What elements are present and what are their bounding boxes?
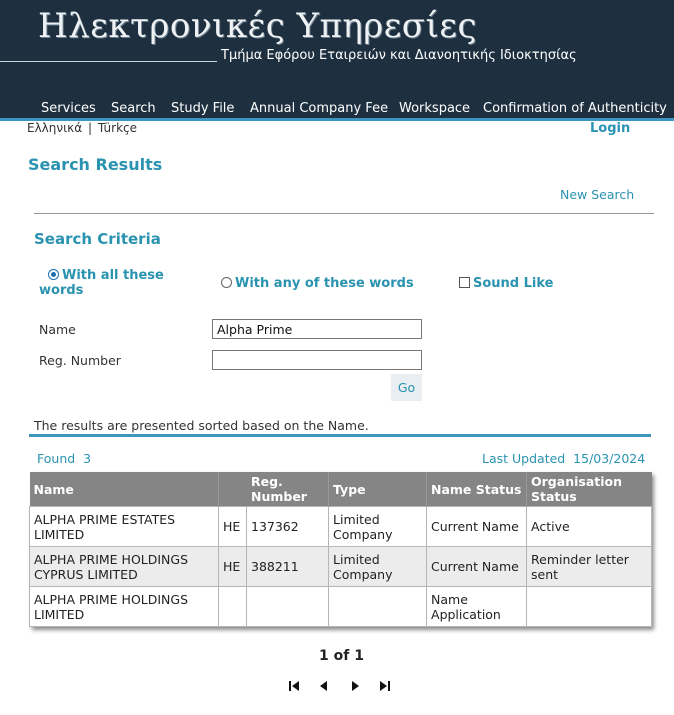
- search-criteria-title: Search Criteria: [34, 230, 161, 248]
- option-all-words[interactable]: [39, 268, 179, 298]
- cell-prefix: HE: [219, 507, 247, 547]
- cell-name[interactable]: ALPHA PRIME ESTATES LIMITED: [30, 507, 219, 547]
- divider: [34, 213, 654, 214]
- reg-number-label: Reg. Number: [39, 353, 121, 368]
- site-title: Ηλεκτρονικές Υπηρεσίες: [38, 6, 478, 46]
- prev-page-icon[interactable]: [316, 678, 332, 694]
- lang-separator: |: [87, 121, 93, 135]
- results-divider: [29, 434, 651, 437]
- nav-search[interactable]: Search: [111, 101, 156, 116]
- table-header-row: [30, 472, 652, 507]
- results-table: [29, 472, 652, 627]
- next-page-icon[interactable]: [347, 678, 363, 694]
- cell-organisation-status: Active: [527, 507, 652, 547]
- found-count: Found 3: [37, 451, 92, 466]
- login-link[interactable]: Login: [590, 121, 631, 136]
- results-table-container: [29, 472, 651, 627]
- cell-organisation-status: Reminder letter sent: [527, 547, 652, 587]
- go-button[interactable]: Go: [391, 374, 422, 401]
- language-switcher: [27, 121, 137, 135]
- cell-prefix: HE: [219, 547, 247, 587]
- cell-type: Limited Company: [329, 507, 427, 547]
- table-row[interactable]: [30, 547, 652, 587]
- site-subtitle: Τμήμα Εφόρου Εταιρειών και Διανοητικής Ιδιοκτησίας: [221, 48, 577, 63]
- option-all-words-label-line1: With all these: [62, 268, 164, 283]
- nav-services[interactable]: Services: [41, 101, 96, 116]
- page-title: Search Results: [28, 155, 163, 174]
- option-sound-like-label: Sound Like: [473, 276, 554, 291]
- cell-name-status: Current Name: [427, 507, 527, 547]
- col-header-name[interactable]: Name: [30, 472, 219, 507]
- cell-organisation-status: [527, 587, 652, 627]
- first-page-icon[interactable]: [286, 678, 302, 694]
- nav-annual-company-fee[interactable]: Annual Company Fee: [250, 101, 389, 116]
- col-header-organisation-status[interactable]: Organisation Status: [527, 472, 652, 507]
- option-sound-like[interactable]: [459, 276, 554, 291]
- nav-workspace[interactable]: Workspace: [399, 101, 471, 116]
- header-divider: [0, 61, 217, 62]
- reg-number-input[interactable]: [212, 350, 422, 370]
- name-label: Name: [39, 322, 76, 337]
- col-header-name-status[interactable]: Name Status: [427, 472, 527, 507]
- table-row[interactable]: [30, 587, 652, 627]
- cell-reg-number: 388211: [247, 547, 329, 587]
- cell-prefix: [219, 587, 247, 627]
- cell-reg-number: 137362: [247, 507, 329, 547]
- cell-name-status: Name Application: [427, 587, 527, 627]
- new-search-link[interactable]: New Search: [560, 187, 635, 202]
- pagination-label: 1 of 1: [319, 648, 364, 664]
- radio-all-words[interactable]: [48, 269, 59, 280]
- cell-reg-number: [247, 587, 329, 627]
- cell-name-status: Current Name: [427, 547, 527, 587]
- cell-type: Limited Company: [329, 547, 427, 587]
- site-header: [0, 0, 674, 118]
- name-input[interactable]: [212, 319, 422, 339]
- nav-confirmation-of-authenticity[interactable]: Confirmation of Authenticity: [483, 101, 667, 116]
- main-nav: [0, 101, 674, 118]
- nav-study-file[interactable]: Study File: [171, 101, 235, 116]
- cell-name[interactable]: ALPHA PRIME HOLDINGS LIMITED: [30, 587, 219, 627]
- lang-greek-link[interactable]: Ελληνικά: [27, 121, 83, 135]
- cell-type: [329, 587, 427, 627]
- lang-turkish-link[interactable]: Türkçe: [97, 121, 137, 135]
- last-updated: Last Updated 15/03/2024: [482, 451, 646, 466]
- col-header-type[interactable]: Type: [329, 472, 427, 507]
- col-header-reg-number[interactable]: Reg. Number: [219, 472, 329, 507]
- option-all-words-label-line2: words: [39, 283, 84, 298]
- option-any-words[interactable]: [221, 276, 414, 291]
- checkbox-sound-like[interactable]: [459, 277, 470, 288]
- table-row[interactable]: [30, 507, 652, 547]
- option-any-words-label: With any of these words: [235, 276, 414, 291]
- cell-name[interactable]: ALPHA PRIME HOLDINGS CYPRUS LIMITED: [30, 547, 219, 587]
- radio-any-words[interactable]: [221, 277, 232, 288]
- last-page-icon[interactable]: [377, 678, 393, 694]
- sort-note: The results are presented sorted based on the Name.: [34, 418, 369, 433]
